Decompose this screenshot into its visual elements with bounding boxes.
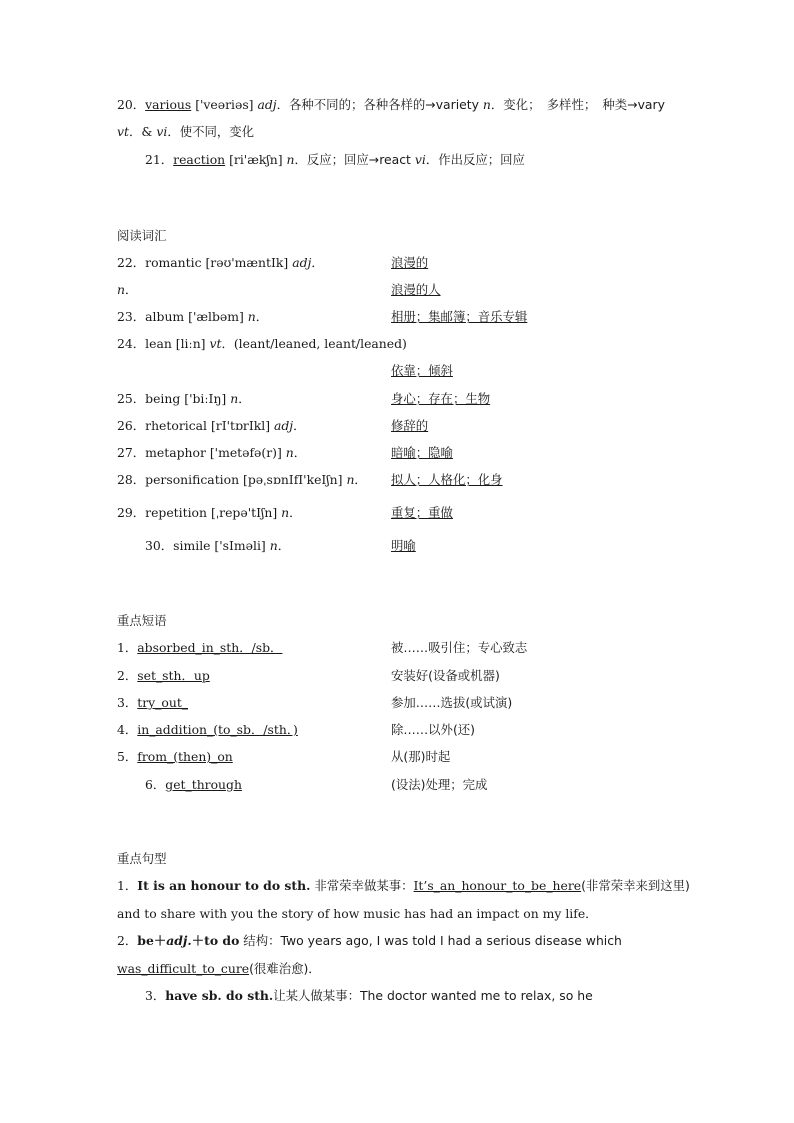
vocab-row: 28．personification [pəˌsɒnIfI'keIʃn] n．: [117, 472, 367, 487]
vocab-item-21: 21．reaction [ri'ækʃn] n．反应；回应→react vi．作出反应；回应: [145, 152, 525, 167]
vocab-row: 22．romantic [rəʊ'mæntIk] adj．: [117, 255, 324, 270]
vocab-meaning: 暗喻；隐喻: [391, 445, 453, 460]
vocab-meaning: 浪漫的: [391, 255, 429, 270]
vocab-meaning: 重复；重做: [391, 505, 453, 520]
phrase-meaning: (设法)处理；完成: [391, 777, 488, 792]
phrase-meaning: 从(那)时起: [391, 749, 451, 764]
vocab-row: 30．simile ['sImәli] n．: [145, 538, 291, 553]
sentence-pattern-1: 1．It is an honour to do sth. 非常荣幸做某事：It’s_an_honour_to_be_here(非常荣幸来到这里): [117, 878, 690, 893]
section-heading-reading-vocab: 阅读词汇: [117, 228, 167, 243]
vocab-row: 25．being ['biːIŋ] n．: [117, 391, 251, 406]
item-number: 20．: [117, 97, 146, 112]
phrase-meaning: 参加……选拔(或试演): [391, 695, 513, 710]
item-number: 21．: [145, 152, 174, 167]
phrase-row: 5．from_(then)_on: [117, 749, 233, 764]
vocab-meaning: 明喻: [391, 538, 416, 553]
vocab-item-20-cont: vt．& vi．使不同，变化: [117, 124, 255, 139]
phrase-meaning: 除……以外(还): [391, 722, 476, 737]
vocab-row: 27．metaphor ['metəfə(r)] n．: [117, 445, 307, 460]
phrase-row: 6．get_through: [145, 777, 242, 792]
phrase-row: 2．set_sth．up: [117, 668, 210, 683]
vocab-row: n．: [117, 282, 138, 297]
vocab-row: 23．album ['ælbəm] n．: [117, 309, 269, 324]
vocab-meaning: 拟人；人格化；化身: [391, 472, 503, 487]
vocab-meaning: 浪漫的人: [391, 282, 441, 297]
vocab-word: reaction: [173, 152, 226, 167]
vocab-item-20: 20．various ['veəriəs] adj．各种不同的；各种各样的→variety n．变化； 多样性； 种类→vary: [117, 97, 665, 112]
vocab-row: 29．repetition [ˌrepə'tIʃn] n．: [117, 505, 302, 520]
vocab-meaning: 依靠；倾斜: [391, 363, 453, 378]
sentence-pattern-3: 3．have sb. do sth.让某人做某事：The doctor wanted me to relax, so he: [145, 988, 593, 1003]
section-heading-key-phrases: 重点短语: [117, 613, 167, 628]
phrase-row: 1．absorbed_in_sth．/sb．: [117, 640, 283, 655]
phrase-meaning: 安装好(设备或机器): [391, 668, 500, 683]
sentence-pattern-2: 2．be＋adj.＋to do 结构：Two years ago, I was told I had a serious disease which: [117, 933, 622, 948]
sentence-pattern-1-cont: and to share with you the story of how music has had an impact on my life．: [117, 906, 598, 921]
vocab-meaning: 相册；集邮簿；音乐专辑: [391, 309, 528, 324]
phrase-meaning: 被……吸引住；专心致志: [391, 640, 528, 655]
vocab-word: various: [145, 97, 192, 112]
phrase-row: 4．in_addition_(to_sb．/sth．): [117, 722, 298, 737]
vocab-meaning: 身心；存在；生物: [391, 391, 491, 406]
vocab-row: 26．rhetorical [rI'tɒrIkl] adj．: [117, 418, 306, 433]
phrase-row: 3．try_out_: [117, 695, 188, 710]
sentence-pattern-2-cont: was_difficult_to_cure(很难治愈)．: [117, 961, 321, 976]
vocab-meaning: 修辞的: [391, 418, 429, 433]
vocab-row: 24．lean [liːn] vt．(leant/leaned, leant/leaned): [117, 336, 407, 351]
section-heading-key-sentences: 重点句型: [117, 851, 167, 866]
